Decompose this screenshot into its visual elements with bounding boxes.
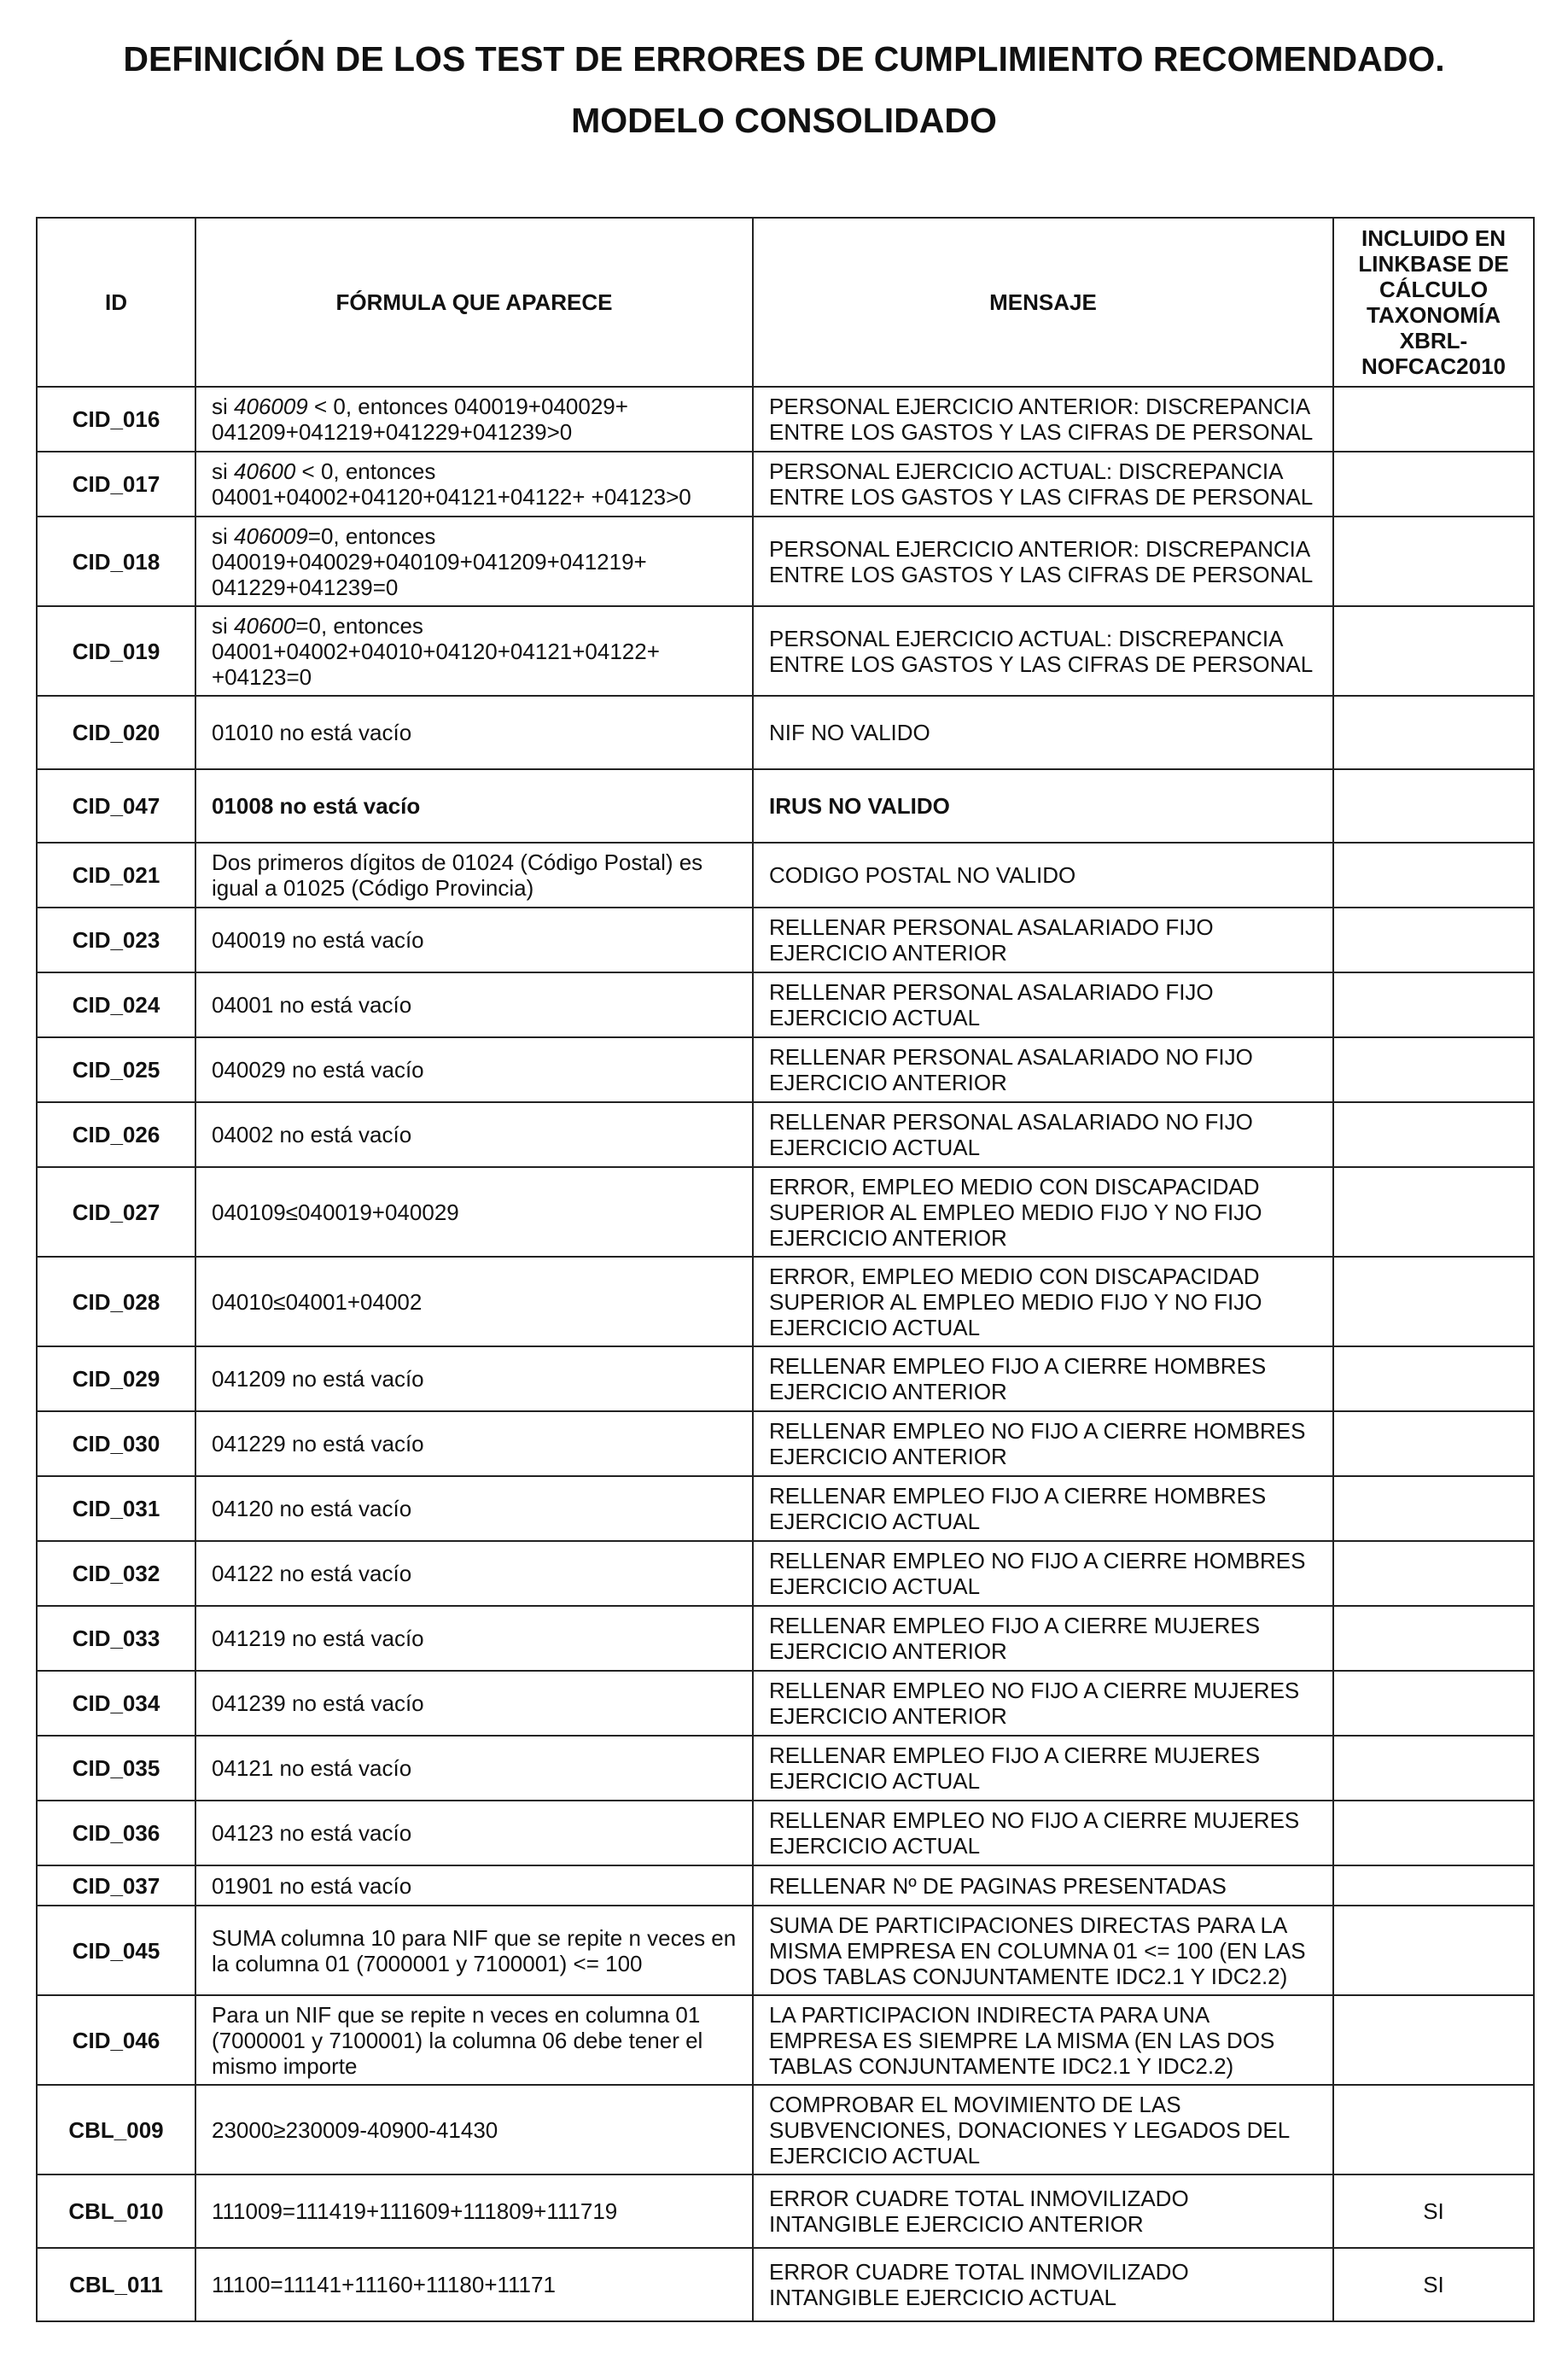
table-row xyxy=(37,696,1534,769)
formula-text: 04121 no está vacío xyxy=(212,1755,412,1781)
formula-text: SUMA columna 10 para NIF que se repite n veces en la columna 01 (7000001 y 7100001) <= 100 xyxy=(212,1924,737,1976)
cell-incluido: SI xyxy=(1333,2174,1534,2248)
cell-id: CID_024 xyxy=(37,972,195,1037)
formula-variable: 406009 xyxy=(234,394,308,419)
cell-id: CID_023 xyxy=(37,908,195,972)
document-title-line-2: MODELO CONSOLIDADO xyxy=(571,101,997,140)
cell-incluido xyxy=(1333,1606,1534,1671)
cell-formula xyxy=(195,452,753,517)
table-row xyxy=(37,452,1534,517)
table-row xyxy=(37,1801,1534,1865)
cell-mensaje: ERROR CUADRE TOTAL INMOVILIZADO INTANGIBLE EJERCICIO ACTUAL xyxy=(753,2248,1333,2321)
formula-text: 041229 no está vacío xyxy=(212,1431,424,1456)
cell-formula xyxy=(195,696,753,769)
cell-mensaje: IRUS NO VALIDO xyxy=(753,769,1333,843)
cell-id: CID_025 xyxy=(37,1037,195,1102)
cell-id: CID_031 xyxy=(37,1476,195,1541)
cell-incluido xyxy=(1333,1346,1534,1411)
cell-formula xyxy=(195,1671,753,1736)
header-formula: FÓRMULA QUE APARECE xyxy=(195,218,753,387)
formula-text: 040029 no está vacío xyxy=(212,1057,424,1083)
table-row xyxy=(37,1257,1534,1346)
cell-incluido xyxy=(1333,452,1534,517)
cell-mensaje: RELLENAR EMPLEO FIJO A CIERRE MUJERES EJERCICIO ACTUAL xyxy=(753,1736,1333,1801)
formula-text: 04001 no está vacío xyxy=(212,992,412,1018)
formula-variable: 406009 xyxy=(234,522,308,549)
cell-incluido xyxy=(1333,2085,1534,2174)
cell-incluido xyxy=(1333,1102,1534,1167)
cell-formula xyxy=(195,972,753,1037)
cell-formula xyxy=(195,517,753,606)
cell-id: CBL_009 xyxy=(37,2085,195,2174)
cell-formula xyxy=(195,1541,753,1606)
formula-text: 111009=111419+111609+111809+111719 xyxy=(212,2198,618,2224)
formula-text: < 0, entonces 04001+04002+04120+04121+04122+ +04123>0 xyxy=(212,458,691,510)
cell-id: CID_019 xyxy=(37,606,195,696)
cell-mensaje: NIF NO VALIDO xyxy=(753,696,1333,769)
formula-text: 04122 no está vacío xyxy=(212,1561,412,1586)
cell-formula xyxy=(195,1476,753,1541)
document-title-line-1: DEFINICIÓN DE LOS TEST DE ERRORES DE CUMPLIMIENTO RECOMENDADO. xyxy=(123,39,1445,79)
cell-id: CBL_010 xyxy=(37,2174,195,2248)
formula-text: 040109≤040019+040029 xyxy=(212,1199,459,1225)
table-row xyxy=(37,1606,1534,1671)
formula-text: 01008 no está vacío xyxy=(212,793,421,819)
table-row xyxy=(37,1037,1534,1102)
cell-incluido xyxy=(1333,606,1534,696)
cell-formula xyxy=(195,1102,753,1167)
cell-id: CID_016 xyxy=(37,387,195,452)
formula-text: si xyxy=(212,458,234,484)
table-row xyxy=(37,1411,1534,1476)
table-row xyxy=(37,1736,1534,1801)
cell-formula xyxy=(195,908,753,972)
table-row xyxy=(37,1102,1534,1167)
cell-mensaje: PERSONAL EJERCICIO ANTERIOR: DISCREPANCIA ENTRE LOS GASTOS Y LAS CIFRAS DE PERSONAL xyxy=(753,517,1333,606)
formula-text: Para un NIF que se repite n veces en columna 01 (7000001 y 7100001) la columna 06 debe tener el mismo importe xyxy=(212,2001,703,2079)
cell-id: CID_020 xyxy=(37,696,195,769)
cell-formula xyxy=(195,2248,753,2321)
formula-text: 04002 no está vacío xyxy=(212,1122,412,1147)
cell-mensaje: RELLENAR PERSONAL ASALARIADO FIJO EJERCICIO ANTERIOR xyxy=(753,908,1333,972)
table-row xyxy=(37,972,1534,1037)
header-id: ID xyxy=(37,218,195,387)
cell-incluido xyxy=(1333,1541,1534,1606)
cell-id: CID_035 xyxy=(37,1736,195,1801)
error-tests-table xyxy=(36,217,1535,2322)
formula-text: < 0, entonces 040019+040029+ 041209+041219+041229+041239>0 xyxy=(212,394,628,445)
cell-incluido xyxy=(1333,972,1534,1037)
table-row xyxy=(37,1865,1534,1906)
cell-formula xyxy=(195,2085,753,2174)
cell-id: CID_029 xyxy=(37,1346,195,1411)
cell-id: CID_028 xyxy=(37,1257,195,1346)
formula-text: 04123 no está vacío xyxy=(212,1820,412,1846)
cell-formula xyxy=(195,1736,753,1801)
table-row xyxy=(37,1906,1534,1995)
cell-formula xyxy=(195,1906,753,1995)
cell-mensaje: COMPROBAR EL MOVIMIENTO DE LAS SUBVENCIONES, DONACIONES Y LEGADOS DEL EJERCICIO ACTUAL xyxy=(753,2085,1333,2174)
formula-text: =0, entonces 040019+040029+040109+041209+041219+ 041229+041239=0 xyxy=(212,522,647,600)
table-row xyxy=(37,606,1534,696)
header-incluido: INCLUIDO EN LINKBASE DE CÁLCULO TAXONOMÍA XBRL-NOFCAC2010 xyxy=(1333,218,1534,387)
cell-incluido xyxy=(1333,843,1534,908)
cell-id: CID_047 xyxy=(37,769,195,843)
table-body xyxy=(37,387,1534,2321)
cell-mensaje: RELLENAR EMPLEO FIJO A CIERRE MUJERES EJERCICIO ANTERIOR xyxy=(753,1606,1333,1671)
formula-text: 04010≤04001+04002 xyxy=(212,1288,423,1315)
table-row xyxy=(37,843,1534,908)
cell-id: CID_045 xyxy=(37,1906,195,1995)
cell-formula xyxy=(195,606,753,696)
formula-text: 23000≥230009-40900-41430 xyxy=(212,2116,498,2143)
table-row xyxy=(37,1346,1534,1411)
cell-mensaje: ERROR, EMPLEO MEDIO CON DISCAPACIDAD SUPERIOR AL EMPLEO MEDIO FIJO Y NO FIJO EJERCICIO ANTERIOR xyxy=(753,1167,1333,1257)
cell-incluido xyxy=(1333,769,1534,843)
cell-formula xyxy=(195,1167,753,1257)
cell-mensaje: LA PARTICIPACION INDIRECTA PARA UNA EMPRESA ES SIEMPRE LA MISMA (EN LAS DOS TABLAS CONJUNTAMENTE IDC2.1 Y IDC2.2) xyxy=(753,1995,1333,2085)
cell-formula xyxy=(195,1257,753,1346)
table-row xyxy=(37,2085,1534,2174)
cell-mensaje: RELLENAR PERSONAL ASALARIADO NO FIJO EJERCICIO ACTUAL xyxy=(753,1102,1333,1167)
cell-incluido xyxy=(1333,387,1534,452)
cell-incluido xyxy=(1333,696,1534,769)
cell-mensaje: RELLENAR Nº DE PAGINAS PRESENTADAS xyxy=(753,1865,1333,1906)
formula-text: 041209 no está vacío xyxy=(212,1366,424,1392)
cell-id: CID_027 xyxy=(37,1167,195,1257)
header-mensaje: MENSAJE xyxy=(753,218,1333,387)
cell-incluido xyxy=(1333,1257,1534,1346)
cell-mensaje: RELLENAR PERSONAL ASALARIADO FIJO EJERCICIO ACTUAL xyxy=(753,972,1333,1037)
cell-mensaje: ERROR CUADRE TOTAL INMOVILIZADO INTANGIBLE EJERCICIO ANTERIOR xyxy=(753,2174,1333,2248)
cell-mensaje: RELLENAR EMPLEO FIJO A CIERRE HOMBRES EJERCICIO ACTUAL xyxy=(753,1476,1333,1541)
table-row xyxy=(37,908,1534,972)
cell-id: CID_018 xyxy=(37,517,195,606)
table-row xyxy=(37,769,1534,843)
table-row xyxy=(37,2248,1534,2321)
cell-id: CID_017 xyxy=(37,452,195,517)
table-row xyxy=(37,1476,1534,1541)
table-row xyxy=(37,1167,1534,1257)
cell-formula xyxy=(195,769,753,843)
formula-text: si xyxy=(212,394,234,419)
cell-mensaje: CODIGO POSTAL NO VALIDO xyxy=(753,843,1333,908)
cell-mensaje: RELLENAR EMPLEO NO FIJO A CIERRE MUJERES EJERCICIO ACTUAL xyxy=(753,1801,1333,1865)
table-row xyxy=(37,387,1534,452)
formula-text: 041239 no está vacío xyxy=(212,1690,424,1716)
cell-formula xyxy=(195,1865,753,1906)
table-row xyxy=(37,517,1534,606)
table-row xyxy=(37,1541,1534,1606)
cell-mensaje: RELLENAR EMPLEO NO FIJO A CIERRE MUJERES EJERCICIO ANTERIOR xyxy=(753,1671,1333,1736)
formula-variable: 40600 xyxy=(234,612,296,639)
cell-mensaje: RELLENAR EMPLEO FIJO A CIERRE HOMBRES EJERCICIO ANTERIOR xyxy=(753,1346,1333,1411)
cell-id: CID_033 xyxy=(37,1606,195,1671)
cell-formula xyxy=(195,843,753,908)
cell-incluido xyxy=(1333,1801,1534,1865)
formula-text: 11100=11141+11160+11180+11171 xyxy=(212,2272,556,2297)
cell-id: CID_032 xyxy=(37,1541,195,1606)
cell-incluido xyxy=(1333,1906,1534,1995)
cell-incluido xyxy=(1333,1167,1534,1257)
cell-formula xyxy=(195,2174,753,2248)
formula-text: si xyxy=(212,612,234,639)
cell-id: CID_036 xyxy=(37,1801,195,1865)
cell-mensaje: ERROR, EMPLEO MEDIO CON DISCAPACIDAD SUPERIOR AL EMPLEO MEDIO FIJO Y NO FIJO EJERCICIO ACTUAL xyxy=(753,1257,1333,1346)
cell-formula xyxy=(195,387,753,452)
formula-text: 04120 no está vacío xyxy=(212,1496,412,1521)
formula-text: 01901 no está vacío xyxy=(212,1872,412,1899)
cell-formula xyxy=(195,1801,753,1865)
cell-id: CID_034 xyxy=(37,1671,195,1736)
formula-variable: 40600 xyxy=(234,458,296,484)
cell-incluido xyxy=(1333,1671,1534,1736)
cell-incluido xyxy=(1333,1411,1534,1476)
cell-incluido xyxy=(1333,1037,1534,1102)
formula-text: 01010 no está vacío xyxy=(212,720,412,745)
table-row xyxy=(37,2174,1534,2248)
cell-id: CID_026 xyxy=(37,1102,195,1167)
formula-text: 040019 no está vacío xyxy=(212,927,424,953)
cell-id: CBL_011 xyxy=(37,2248,195,2321)
formula-text: Dos primeros dígitos de 01024 (Código Postal) es igual a 01025 (Código Provincia) xyxy=(212,849,703,901)
cell-id: CID_037 xyxy=(37,1865,195,1906)
cell-incluido xyxy=(1333,1865,1534,1906)
cell-id: CID_021 xyxy=(37,843,195,908)
table-row xyxy=(37,1671,1534,1736)
cell-incluido: SI xyxy=(1333,2248,1534,2321)
table-row xyxy=(37,1995,1534,2085)
cell-incluido xyxy=(1333,1736,1534,1801)
cell-mensaje: RELLENAR PERSONAL ASALARIADO NO FIJO EJERCICIO ANTERIOR xyxy=(753,1037,1333,1102)
cell-mensaje: PERSONAL EJERCICIO ACTUAL: DISCREPANCIA ENTRE LOS GASTOS Y LAS CIFRAS DE PERSONAL xyxy=(753,452,1333,517)
cell-mensaje: RELLENAR EMPLEO NO FIJO A CIERRE HOMBRES EJERCICIO ACTUAL xyxy=(753,1541,1333,1606)
cell-id: CID_030 xyxy=(37,1411,195,1476)
cell-formula xyxy=(195,1037,753,1102)
cell-mensaje: PERSONAL EJERCICIO ACTUAL: DISCREPANCIA ENTRE LOS GASTOS Y LAS CIFRAS DE PERSONAL xyxy=(753,606,1333,696)
cell-formula xyxy=(195,1411,753,1476)
cell-incluido xyxy=(1333,1995,1534,2085)
cell-incluido xyxy=(1333,908,1534,972)
formula-text: =0, entonces 04001+04002+04010+04120+04121+04122+ +04123=0 xyxy=(212,612,660,690)
cell-id: CID_046 xyxy=(37,1995,195,2085)
formula-text: si xyxy=(212,522,234,549)
formula-text: 041219 no está vacío xyxy=(212,1626,424,1651)
cell-formula xyxy=(195,1346,753,1411)
cell-mensaje: PERSONAL EJERCICIO ANTERIOR: DISCREPANCIA ENTRE LOS GASTOS Y LAS CIFRAS DE PERSONAL xyxy=(753,387,1333,452)
cell-incluido xyxy=(1333,1476,1534,1541)
cell-mensaje: RELLENAR EMPLEO NO FIJO A CIERRE HOMBRES EJERCICIO ANTERIOR xyxy=(753,1411,1333,1476)
cell-formula xyxy=(195,1606,753,1671)
table-header-row xyxy=(37,218,1534,387)
cell-mensaje: SUMA DE PARTICIPACIONES DIRECTAS PARA LA MISMA EMPRESA EN COLUMNA 01 <= 100 (EN LAS DOS TABLAS CONJUNTAMENTE IDC2.1 Y IDC2.2) xyxy=(753,1906,1333,1995)
cell-formula xyxy=(195,1995,753,2085)
cell-incluido xyxy=(1333,517,1534,606)
